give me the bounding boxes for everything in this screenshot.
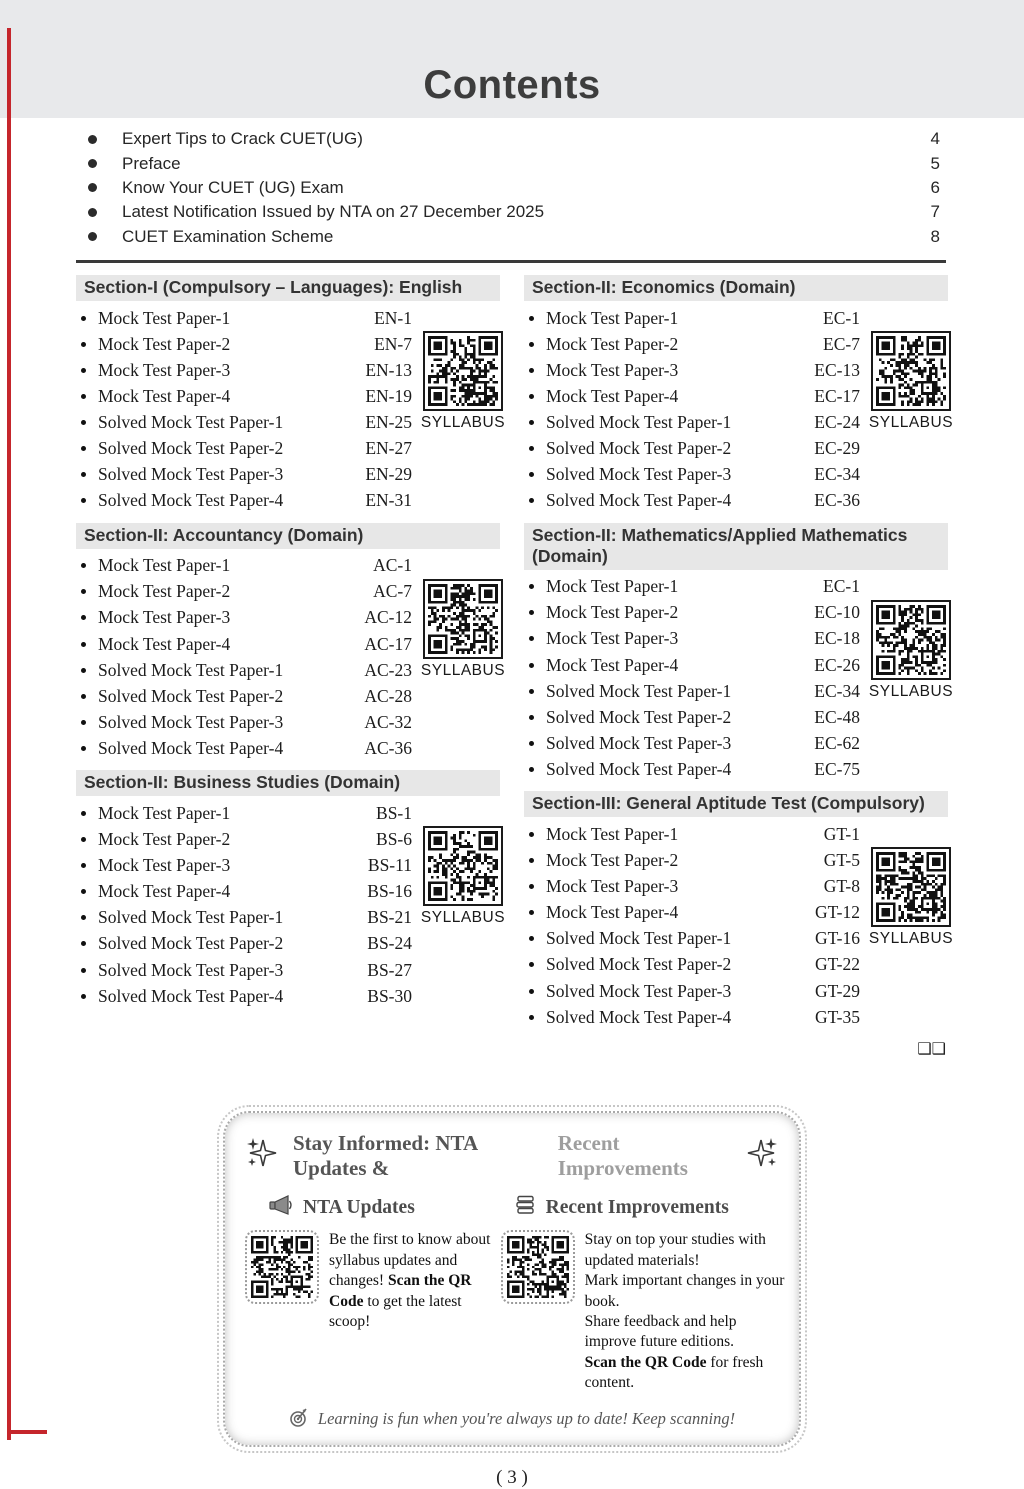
nta-updates-text bbox=[329, 1230, 491, 1332]
front-matter-item bbox=[88, 127, 940, 151]
toc-item-page-code: GT-29 bbox=[814, 980, 860, 1001]
recent-improvements-block bbox=[501, 1194, 789, 1394]
page-number: ( 3 ) bbox=[496, 1466, 528, 1488]
title-light-part: Recent Improvements bbox=[557, 1131, 688, 1181]
section-body bbox=[76, 549, 506, 762]
toc-item bbox=[526, 1004, 860, 1030]
bullet-icon bbox=[81, 642, 86, 647]
toc-item-page-code: AC-32 bbox=[364, 711, 412, 732]
toc-item-page-code: EC-62 bbox=[814, 732, 860, 753]
front-matter-item bbox=[88, 176, 940, 200]
toc-item bbox=[78, 853, 412, 879]
toc-item bbox=[78, 735, 412, 761]
bullet-icon bbox=[81, 668, 86, 673]
toc-item bbox=[78, 462, 412, 488]
toc-item-page-code: AC-36 bbox=[364, 737, 412, 758]
toc-item bbox=[526, 357, 860, 383]
toc-item bbox=[78, 879, 412, 905]
bullet-icon bbox=[529, 689, 534, 694]
toc-item bbox=[78, 409, 412, 435]
section-body bbox=[524, 301, 954, 514]
toc-item bbox=[78, 631, 412, 657]
section-body bbox=[524, 817, 954, 1030]
toc-item bbox=[78, 709, 412, 735]
title-band bbox=[0, 0, 1024, 118]
toc-item bbox=[526, 821, 860, 847]
bullet-icon bbox=[81, 446, 86, 451]
front-matter-item bbox=[88, 225, 940, 249]
toc-item bbox=[526, 952, 860, 978]
toc-item-label: Solved Mock Test Paper-4 bbox=[546, 1006, 732, 1027]
toc-item-label: Mock Test Paper-4 bbox=[546, 902, 679, 923]
toc-item-label: Mock Test Paper-4 bbox=[98, 881, 231, 902]
bullet-icon bbox=[529, 342, 534, 347]
recent-improvements-heading bbox=[515, 1194, 789, 1222]
qr-code-label: SYLLABUS bbox=[868, 413, 954, 431]
toc-section bbox=[524, 523, 954, 783]
toc-item-page-code: EC-17 bbox=[814, 385, 860, 406]
toc-item bbox=[526, 331, 860, 357]
toc-item bbox=[78, 331, 412, 357]
info-box-columns bbox=[245, 1194, 785, 1394]
bullet-icon bbox=[81, 863, 86, 868]
toc-item-page-code: EC-29 bbox=[814, 437, 860, 458]
toc-item-label: Solved Mock Test Paper-3 bbox=[98, 464, 284, 485]
qr-code-label: SYLLABUS bbox=[868, 930, 954, 948]
bullet-icon bbox=[81, 589, 86, 594]
bullet-icon bbox=[88, 208, 97, 217]
toc-item-label: Mock Test Paper-2 bbox=[98, 333, 231, 354]
syllabus-qr-block bbox=[866, 331, 956, 432]
bullet-icon bbox=[529, 420, 534, 425]
toc-item-label: Mock Test Paper-1 bbox=[98, 307, 231, 328]
toc-item-page-code: EC-36 bbox=[814, 490, 860, 511]
toc-item bbox=[526, 305, 860, 331]
toc-item-label: Solved Mock Test Paper-3 bbox=[98, 959, 284, 980]
toc-item-label: Solved Mock Test Paper-2 bbox=[98, 933, 284, 954]
toc-item bbox=[78, 553, 412, 579]
toc-item-page-code: BS-27 bbox=[367, 959, 412, 980]
toc-item bbox=[526, 926, 860, 952]
toc-item-label: Solved Mock Test Paper-1 bbox=[546, 928, 732, 949]
toc-item-page-code: GT-8 bbox=[823, 876, 860, 897]
toc-section bbox=[524, 275, 954, 514]
toc-item bbox=[78, 657, 412, 683]
toc-item-page-code: EN-7 bbox=[374, 333, 412, 354]
toc-item-label: Mock Test Paper-2 bbox=[98, 829, 231, 850]
toc-item-page-code: BS-21 bbox=[367, 907, 412, 928]
toc-item bbox=[526, 730, 860, 756]
toc-item-page-code: GT-35 bbox=[814, 1006, 860, 1027]
bullet-icon bbox=[529, 446, 534, 451]
qr-code-label: SYLLABUS bbox=[420, 413, 506, 431]
toc-item-page-code: AC-1 bbox=[373, 555, 412, 576]
front-matter-list bbox=[0, 127, 1024, 249]
sparkle-icon bbox=[745, 1136, 779, 1176]
toc-item-page-code: AC-7 bbox=[373, 581, 412, 602]
toc-item-label: Solved Mock Test Paper-2 bbox=[546, 706, 732, 727]
right-column bbox=[524, 275, 954, 1059]
section-header: Section-II: Accountancy (Domain) bbox=[76, 523, 500, 549]
toc-item bbox=[526, 435, 860, 461]
bullet-icon bbox=[81, 394, 86, 399]
text-segment: Scan the QR Code bbox=[584, 1353, 707, 1371]
toc-item-label: Mock Test Paper-3 bbox=[546, 876, 679, 897]
bullet-icon bbox=[81, 694, 86, 699]
sections-columns bbox=[76, 275, 954, 1059]
toc-item bbox=[526, 704, 860, 730]
section-body bbox=[76, 796, 506, 1009]
toc-item bbox=[526, 900, 860, 926]
bullet-icon bbox=[529, 316, 534, 321]
dart-icon bbox=[289, 1406, 311, 1433]
toc-item-label: Solved Mock Test Paper-1 bbox=[546, 411, 732, 432]
bullet-icon bbox=[529, 910, 534, 915]
toc-item-label: Solved Mock Test Paper-3 bbox=[98, 711, 284, 732]
front-matter-label: Preface bbox=[122, 153, 181, 173]
toc-item bbox=[78, 435, 412, 461]
qr-code-label: SYLLABUS bbox=[420, 909, 506, 927]
toc-item-page-code: EN-19 bbox=[365, 385, 412, 406]
qr-code bbox=[871, 600, 951, 680]
qr-code-label: SYLLABUS bbox=[420, 661, 506, 679]
toc-item-label: Mock Test Paper-2 bbox=[546, 602, 679, 623]
bullet-icon bbox=[81, 968, 86, 973]
qr-code bbox=[871, 331, 951, 411]
toc-item-label: Mock Test Paper-3 bbox=[98, 607, 231, 628]
toc-item-label: Mock Test Paper-3 bbox=[98, 359, 231, 380]
bullet-icon bbox=[529, 884, 534, 889]
bullet-icon bbox=[81, 498, 86, 503]
toc-item-page-code: EC-75 bbox=[814, 758, 860, 779]
text-segment: Share feedback and help improve future editions. bbox=[584, 1313, 737, 1351]
toc-item-label: Mock Test Paper-4 bbox=[546, 654, 679, 675]
toc-item-page-code: EN-31 bbox=[365, 490, 412, 511]
toc-item bbox=[78, 383, 412, 409]
bullet-icon bbox=[81, 420, 86, 425]
toc-item bbox=[78, 800, 412, 826]
toc-item-page-code: GT-22 bbox=[814, 954, 860, 975]
toc-item-label: Mock Test Paper-1 bbox=[546, 576, 679, 597]
syllabus-qr-block bbox=[418, 331, 508, 432]
front-matter-page-number: 5 bbox=[930, 153, 940, 173]
toc-item-page-code: AC-28 bbox=[364, 685, 412, 706]
toc-item bbox=[78, 931, 412, 957]
bullet-icon bbox=[529, 858, 534, 863]
stay-informed-title bbox=[245, 1131, 779, 1181]
toc-item bbox=[526, 488, 860, 514]
toc-item-label: Mock Test Paper-2 bbox=[98, 581, 231, 602]
toc-item-page-code: EC-34 bbox=[814, 464, 860, 485]
toc-item-label: Mock Test Paper-4 bbox=[546, 385, 679, 406]
bullet-icon bbox=[81, 368, 86, 373]
toc-item-page-code: GT-5 bbox=[823, 850, 860, 871]
front-matter-label: CUET Examination Scheme bbox=[122, 226, 334, 246]
bullet-icon bbox=[529, 584, 534, 589]
qr-code bbox=[423, 826, 503, 906]
left-column bbox=[76, 275, 506, 1059]
bullet-icon bbox=[81, 941, 86, 946]
text-segment: Scan the QR Code bbox=[329, 1272, 472, 1310]
toc-item-page-code: BS-24 bbox=[367, 933, 412, 954]
toc-item-page-code: EC-1 bbox=[823, 576, 860, 597]
stay-informed-box bbox=[223, 1111, 801, 1447]
bullet-icon bbox=[529, 472, 534, 477]
bullet-icon bbox=[529, 663, 534, 668]
front-matter-page-number: 7 bbox=[930, 202, 940, 222]
toc-item-label: Solved Mock Test Paper-4 bbox=[98, 737, 284, 758]
qr-code bbox=[871, 847, 951, 927]
syllabus-qr-block bbox=[866, 600, 956, 701]
bullet-icon bbox=[88, 183, 97, 192]
toc-item bbox=[78, 905, 412, 931]
bullet-icon bbox=[529, 368, 534, 373]
divider-rule bbox=[76, 260, 946, 263]
toc-item-label: Solved Mock Test Paper-3 bbox=[546, 464, 732, 485]
info-box-footer-note bbox=[245, 1406, 779, 1433]
toc-item-label: Mock Test Paper-3 bbox=[546, 628, 679, 649]
toc-item-page-code: EC-13 bbox=[814, 359, 860, 380]
toc-item bbox=[526, 848, 860, 874]
syllabus-qr-block bbox=[866, 847, 956, 948]
recent-improvements-text bbox=[585, 1230, 789, 1394]
toc-item bbox=[526, 626, 860, 652]
bullet-icon bbox=[81, 316, 86, 321]
bullet-icon bbox=[529, 741, 534, 746]
toc-item-page-code: AC-12 bbox=[364, 607, 412, 628]
toc-section bbox=[76, 770, 506, 1009]
toc-item-label: Mock Test Paper-4 bbox=[98, 385, 231, 406]
toc-section bbox=[524, 791, 954, 1030]
section-header: Section-III: General Aptitude Test (Compulsory) bbox=[524, 791, 948, 817]
toc-item-label: Solved Mock Test Paper-4 bbox=[546, 490, 732, 511]
front-matter-item bbox=[88, 151, 940, 175]
toc-item-page-code: EC-34 bbox=[814, 680, 860, 701]
bullet-icon bbox=[81, 563, 86, 568]
toc-item-page-code: GT-16 bbox=[814, 928, 860, 949]
toc-item bbox=[526, 874, 860, 900]
text-segment: Stay on top your studies with updated materials! bbox=[584, 1231, 766, 1269]
nta-updates-label: NTA Updates bbox=[303, 1197, 415, 1219]
footer-note-text: Learning is fun when you're always up to date! Keep scanning! bbox=[317, 1409, 736, 1429]
toc-item-page-code: EN-29 bbox=[365, 464, 412, 485]
sparkle-icon bbox=[245, 1136, 279, 1176]
toc-item-label: Solved Mock Test Paper-3 bbox=[546, 732, 732, 753]
toc-item-page-code: BS-6 bbox=[376, 829, 412, 850]
toc-item-page-code: EC-48 bbox=[814, 706, 860, 727]
front-matter-label: Expert Tips to Crack CUET(UG) bbox=[122, 129, 363, 149]
bullet-icon bbox=[529, 715, 534, 720]
section-header: Section-II: Economics (Domain) bbox=[524, 275, 948, 301]
toc-item-page-code: EC-18 bbox=[814, 628, 860, 649]
bullet-icon bbox=[529, 962, 534, 967]
bullet-icon bbox=[529, 832, 534, 837]
toc-item-page-code: EC-7 bbox=[823, 333, 860, 354]
toc-item-page-code: BS-11 bbox=[367, 855, 412, 876]
front-matter-page-number: 4 bbox=[930, 129, 940, 149]
toc-item-page-code: EN-27 bbox=[365, 437, 412, 458]
front-matter-page-number: 8 bbox=[930, 226, 940, 246]
toc-item bbox=[526, 600, 860, 626]
toc-item bbox=[526, 756, 860, 782]
toc-item-label: Mock Test Paper-3 bbox=[546, 359, 679, 380]
bullet-icon bbox=[81, 615, 86, 620]
bullet-icon bbox=[529, 636, 534, 641]
toc-item bbox=[526, 383, 860, 409]
toc-item bbox=[78, 683, 412, 709]
toc-item-label: Mock Test Paper-2 bbox=[546, 850, 679, 871]
toc-item-label: Solved Mock Test Paper-4 bbox=[98, 985, 284, 1006]
bullet-icon bbox=[529, 989, 534, 994]
bullet-icon bbox=[81, 720, 86, 725]
toc-item-label: Solved Mock Test Paper-2 bbox=[98, 685, 284, 706]
toc-item bbox=[78, 957, 412, 983]
toc-item bbox=[526, 409, 860, 435]
qr-code bbox=[423, 579, 503, 659]
toc-item-label: Solved Mock Test Paper-2 bbox=[546, 437, 732, 458]
toc-item bbox=[78, 488, 412, 514]
toc-item-label: Solved Mock Test Paper-2 bbox=[546, 954, 732, 975]
section-body bbox=[76, 301, 506, 514]
title-dark-part: Stay Informed: NTA Updates & bbox=[293, 1131, 477, 1181]
bullet-icon bbox=[81, 811, 86, 816]
toc-section bbox=[76, 523, 506, 762]
text-segment: to get the latest scoop! bbox=[329, 1292, 462, 1331]
section-header: Section-II: Mathematics/Applied Mathematics (Domain) bbox=[524, 523, 948, 570]
page-title: Contents bbox=[423, 63, 601, 107]
toc-item-page-code: GT-12 bbox=[814, 902, 860, 923]
bullet-icon bbox=[81, 746, 86, 751]
nta-updates-qr-code bbox=[245, 1230, 319, 1304]
bullet-icon bbox=[81, 472, 86, 477]
text-segment: Mark important changes in your book. bbox=[584, 1272, 785, 1310]
bullet-icon bbox=[529, 767, 534, 772]
toc-item bbox=[78, 983, 412, 1009]
toc-item-page-code: EN-13 bbox=[365, 359, 412, 380]
qr-code-label: SYLLABUS bbox=[868, 682, 954, 700]
recent-improvements-label: Recent Improvements bbox=[545, 1197, 729, 1219]
bullet-icon bbox=[81, 342, 86, 347]
front-matter-page-number: 6 bbox=[930, 177, 940, 197]
toc-item-label: Solved Mock Test Paper-1 bbox=[546, 680, 732, 701]
front-matter-label: Latest Notification Issued by NTA on 27 December 2025 bbox=[122, 202, 545, 222]
toc-item-page-code: EC-24 bbox=[814, 411, 860, 432]
toc-item-page-code: AC-17 bbox=[364, 633, 412, 654]
nta-updates-heading bbox=[269, 1194, 491, 1222]
toc-item-label: Solved Mock Test Paper-2 bbox=[98, 437, 284, 458]
bullet-icon bbox=[88, 232, 97, 241]
toc-item-label: Solved Mock Test Paper-1 bbox=[98, 411, 284, 432]
bullet-icon bbox=[81, 889, 86, 894]
end-of-contents-marker: ❑❑ bbox=[917, 1041, 946, 1059]
nta-updates-block bbox=[245, 1194, 491, 1394]
toc-item-label: Mock Test Paper-1 bbox=[546, 307, 679, 328]
toc-item bbox=[526, 574, 860, 600]
syllabus-qr-block bbox=[418, 826, 508, 927]
qr-code bbox=[423, 331, 503, 411]
toc-item-label: Mock Test Paper-3 bbox=[98, 855, 231, 876]
bullet-icon bbox=[529, 498, 534, 503]
toc-item bbox=[78, 827, 412, 853]
bullet-icon bbox=[81, 915, 86, 920]
toc-item-label: Mock Test Paper-2 bbox=[546, 333, 679, 354]
bullet-icon bbox=[81, 837, 86, 842]
bullet-icon bbox=[529, 936, 534, 941]
section-header: Section-I (Compulsory – Languages): English bbox=[76, 275, 500, 301]
toc-item-page-code: BS-1 bbox=[376, 803, 412, 823]
bullet-icon bbox=[529, 610, 534, 615]
books-icon bbox=[515, 1194, 537, 1222]
red-trim-mark-horizontal bbox=[7, 1430, 47, 1434]
toc-item bbox=[78, 579, 412, 605]
text-segment: Be the first to know about syllabus updates and changes! bbox=[329, 1231, 491, 1290]
section-header: Section-II: Business Studies (Domain) bbox=[76, 770, 500, 796]
front-matter-label: Know Your CUET (UG) Exam bbox=[122, 177, 344, 197]
toc-item bbox=[526, 462, 860, 488]
toc-item-label: Solved Mock Test Paper-1 bbox=[98, 659, 284, 680]
syllabus-qr-block bbox=[418, 579, 508, 680]
bullet-icon bbox=[529, 394, 534, 399]
recent-improvements-qr-code bbox=[501, 1230, 575, 1304]
toc-item bbox=[526, 678, 860, 704]
red-trim-mark-vertical bbox=[7, 28, 11, 1440]
toc-item-page-code: AC-23 bbox=[364, 659, 412, 680]
toc-item-page-code: EC-10 bbox=[814, 602, 860, 623]
toc-item-page-code: BS-30 bbox=[367, 985, 412, 1006]
bullet-icon bbox=[81, 994, 86, 999]
toc-item-page-code: EC-26 bbox=[814, 654, 860, 675]
toc-item-label: Solved Mock Test Paper-3 bbox=[546, 980, 732, 1001]
text-segment: for fresh content. bbox=[584, 1353, 764, 1392]
bullet-icon bbox=[529, 1015, 534, 1020]
section-body bbox=[524, 570, 954, 783]
bullet-icon bbox=[88, 159, 97, 168]
toc-item bbox=[78, 357, 412, 383]
front-matter-item bbox=[88, 200, 940, 224]
toc-item bbox=[78, 305, 412, 331]
toc-item bbox=[78, 605, 412, 631]
toc-item-label: Mock Test Paper-1 bbox=[98, 803, 231, 823]
toc-item-page-code: EN-25 bbox=[365, 411, 412, 432]
toc-item-label: Solved Mock Test Paper-4 bbox=[98, 490, 284, 511]
toc-item-page-code: GT-1 bbox=[823, 824, 860, 844]
toc-item-page-code: BS-16 bbox=[367, 881, 412, 902]
toc-item bbox=[526, 652, 860, 678]
toc-section bbox=[76, 275, 506, 514]
toc-item-page-code: EN-1 bbox=[374, 307, 412, 328]
megaphone-icon bbox=[269, 1194, 294, 1222]
toc-item-label: Mock Test Paper-1 bbox=[546, 824, 679, 844]
toc-item-label: Mock Test Paper-1 bbox=[98, 555, 231, 576]
toc-item bbox=[526, 978, 860, 1004]
toc-item-label: Mock Test Paper-4 bbox=[98, 633, 231, 654]
toc-item-label: Solved Mock Test Paper-1 bbox=[98, 907, 284, 928]
toc-item-page-code: EC-1 bbox=[823, 307, 860, 328]
bullet-icon bbox=[88, 135, 97, 144]
toc-item-label: Solved Mock Test Paper-4 bbox=[546, 758, 732, 779]
